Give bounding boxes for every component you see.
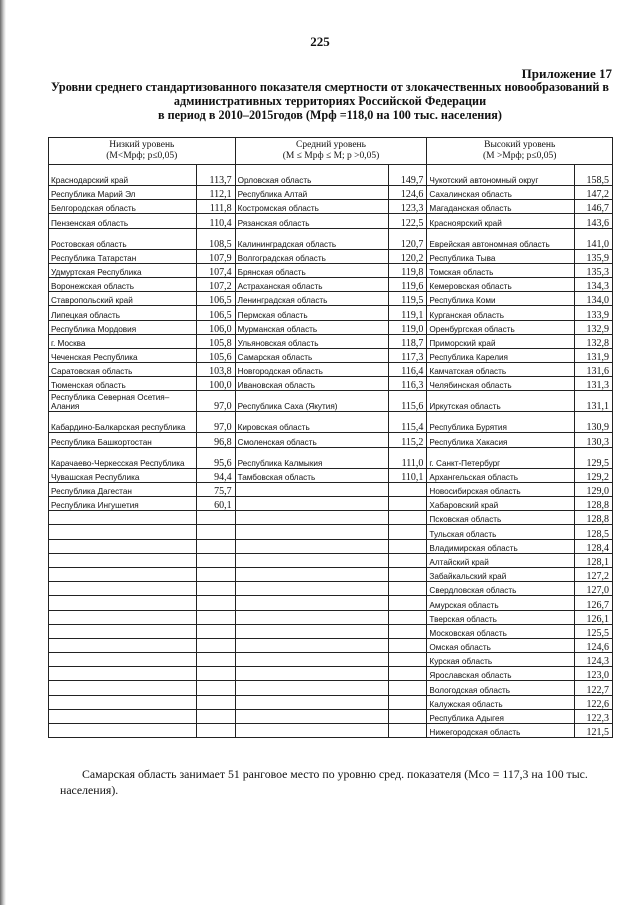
mid-region-cell xyxy=(235,681,389,695)
mid-region-cell: Астраханская область xyxy=(235,277,389,291)
low-value-cell xyxy=(196,724,235,738)
mid-region-cell xyxy=(235,667,389,681)
mid-value-cell: 116,3 xyxy=(389,377,427,391)
high-value-cell: 132,8 xyxy=(575,334,613,348)
high-value-cell: 122,7 xyxy=(575,681,613,695)
mid-value-cell: 110,1 xyxy=(389,468,427,482)
mid-value-cell: 115,2 xyxy=(389,433,427,447)
low-value-cell: 113,7 xyxy=(196,165,235,186)
low-region-cell: Липецкая область xyxy=(49,306,197,320)
low-region-cell xyxy=(49,667,197,681)
high-region-cell: Свердловская область xyxy=(427,582,575,596)
high-value-cell: 122,6 xyxy=(575,695,613,709)
mid-region-cell: Новгородская область xyxy=(235,363,389,377)
table-row xyxy=(49,200,613,214)
high-value-cell: 135,9 xyxy=(575,249,613,263)
mid-region-cell: Рязанская область xyxy=(235,214,389,228)
mid-region-cell xyxy=(235,567,389,581)
high-region-cell: Хабаровский край xyxy=(427,497,575,511)
high-region-cell: Кемеровская область xyxy=(427,277,575,291)
high-value-cell: 129,0 xyxy=(575,482,613,496)
mid-value-cell: 119,5 xyxy=(389,292,427,306)
high-region-cell: Тверская область xyxy=(427,610,575,624)
low-region-cell: Республика Марий Эл xyxy=(49,186,197,200)
mid-value-cell xyxy=(389,638,427,652)
mortality-level-table xyxy=(48,137,613,738)
table-row xyxy=(49,482,613,496)
mid-value-cell: 115,6 xyxy=(389,391,427,412)
mid-value-cell xyxy=(389,497,427,511)
table-row xyxy=(49,377,613,391)
mid-value-cell xyxy=(389,681,427,695)
table-row xyxy=(49,497,613,511)
high-value-cell: 128,8 xyxy=(575,497,613,511)
table-row xyxy=(49,638,613,652)
low-value-cell: 107,4 xyxy=(196,263,235,277)
table-row xyxy=(49,263,613,277)
low-region-cell xyxy=(49,567,197,581)
table-row xyxy=(49,667,613,681)
high-region-cell: Камчатская область xyxy=(427,363,575,377)
mid-region-cell xyxy=(235,709,389,723)
low-value-cell xyxy=(196,681,235,695)
mid-region-cell: Ленинградская область xyxy=(235,292,389,306)
mid-region-cell: Республика Саха (Якутия) xyxy=(235,391,389,412)
mid-region-cell: Кировская область xyxy=(235,412,389,433)
low-region-cell: Белгородская область xyxy=(49,200,197,214)
low-value-cell xyxy=(196,525,235,539)
high-region-cell: Вологодская область xyxy=(427,681,575,695)
appendix-label: Приложение 17 xyxy=(521,66,612,81)
mid-region-cell: Брянская область xyxy=(235,263,389,277)
high-region-cell: Чукотский автономный округ xyxy=(427,165,575,186)
high-value-cell: 131,3 xyxy=(575,377,613,391)
mid-region-cell xyxy=(235,624,389,638)
high-region-cell: Тульская область xyxy=(427,525,575,539)
mid-region-cell: Самарская область xyxy=(235,348,389,362)
low-level-title: Низкий уровень xyxy=(109,140,175,150)
mid-value-cell xyxy=(389,610,427,624)
low-value-cell: 94,4 xyxy=(196,468,235,482)
low-value-cell: 95,6 xyxy=(196,447,235,468)
table-row xyxy=(49,433,613,447)
low-value-cell: 97,0 xyxy=(196,412,235,433)
high-level-title: Высокий уровень xyxy=(484,140,556,150)
table-row xyxy=(49,553,613,567)
low-region-cell xyxy=(49,553,197,567)
mid-region-cell: Волгоградская область xyxy=(235,249,389,263)
mid-region-cell xyxy=(235,610,389,624)
high-region-cell: Иркутская область xyxy=(427,391,575,412)
low-level-header xyxy=(49,138,236,165)
mid-region-cell: Ивановская область xyxy=(235,377,389,391)
low-value-cell: 107,9 xyxy=(196,249,235,263)
table-row xyxy=(49,539,613,553)
mid-value-cell xyxy=(389,653,427,667)
low-region-cell xyxy=(49,511,197,525)
low-value-cell: 106,0 xyxy=(196,320,235,334)
high-region-cell: Нижегородская область xyxy=(427,724,575,738)
low-region-cell xyxy=(49,653,197,667)
mid-region-cell: Тамбовская область xyxy=(235,468,389,482)
high-region-cell: Московская область xyxy=(427,624,575,638)
table-row xyxy=(49,334,613,348)
low-value-cell: 103,8 xyxy=(196,363,235,377)
mid-value-cell xyxy=(389,709,427,723)
mid-region-cell xyxy=(235,482,389,496)
high-region-cell: Республика Адыгея xyxy=(427,709,575,723)
mid-region-cell: Орловская область xyxy=(235,165,389,186)
high-level-header xyxy=(427,138,613,165)
table-row xyxy=(49,511,613,525)
mid-region-cell: Ульяновская область xyxy=(235,334,389,348)
low-value-cell: 97,0 xyxy=(196,391,235,412)
high-region-cell: Алтайский край xyxy=(427,553,575,567)
mid-region-cell xyxy=(235,653,389,667)
table-row xyxy=(49,320,613,334)
high-value-cell: 127,2 xyxy=(575,567,613,581)
high-region-cell: Архангельская область xyxy=(427,468,575,482)
table-row xyxy=(49,681,613,695)
low-region-cell: Республика Дагестан xyxy=(49,482,197,496)
high-value-cell: 131,6 xyxy=(575,363,613,377)
mid-region-cell: Калининградская область xyxy=(235,228,389,249)
mid-value-cell: 119,6 xyxy=(389,277,427,291)
mid-region-cell xyxy=(235,638,389,652)
high-region-cell: Амурская область xyxy=(427,596,575,610)
low-value-cell: 107,2 xyxy=(196,277,235,291)
mid-region-cell xyxy=(235,539,389,553)
low-level-condition: (М<Мрф; р≤0,05) xyxy=(106,151,178,161)
low-region-cell xyxy=(49,539,197,553)
high-region-cell: Приморский край xyxy=(427,334,575,348)
mid-value-cell: 120,7 xyxy=(389,228,427,249)
high-value-cell: 128,4 xyxy=(575,539,613,553)
high-region-cell: Республика Карелия xyxy=(427,348,575,362)
mid-value-cell xyxy=(389,539,427,553)
high-region-cell: Омская область xyxy=(427,638,575,652)
table-row xyxy=(49,525,613,539)
low-region-cell xyxy=(49,596,197,610)
page-number: 225 xyxy=(310,34,330,49)
table-row xyxy=(49,447,613,468)
low-region-cell: Кабардино-Балкарская республика xyxy=(49,412,197,433)
high-value-cell: 122,3 xyxy=(575,709,613,723)
mid-region-cell xyxy=(235,497,389,511)
table-row xyxy=(49,186,613,200)
high-region-cell: Республика Хакасия xyxy=(427,433,575,447)
mid-value-cell xyxy=(389,482,427,496)
low-value-cell: 108,5 xyxy=(196,228,235,249)
table-row xyxy=(49,567,613,581)
mid-region-cell xyxy=(235,525,389,539)
mid-value-cell xyxy=(389,596,427,610)
table-row xyxy=(49,653,613,667)
high-value-cell: 129,5 xyxy=(575,447,613,468)
mid-region-cell xyxy=(235,511,389,525)
low-value-cell xyxy=(196,539,235,553)
low-region-cell: Республика Татарстан xyxy=(49,249,197,263)
mid-value-cell: 117,3 xyxy=(389,348,427,362)
high-value-cell: 130,3 xyxy=(575,433,613,447)
low-value-cell: 112,1 xyxy=(196,186,235,200)
high-level-condition: (М >Мрф; р≤0,05) xyxy=(482,151,557,161)
high-value-cell: 131,1 xyxy=(575,391,613,412)
mid-region-cell: Мурманская область xyxy=(235,320,389,334)
low-region-cell: Республика Мордовия xyxy=(49,320,197,334)
mid-region-cell xyxy=(235,582,389,596)
low-value-cell xyxy=(196,553,235,567)
table-header-row xyxy=(49,138,613,165)
low-region-cell: г. Москва xyxy=(49,334,197,348)
low-region-cell xyxy=(49,681,197,695)
low-value-cell: 75,7 xyxy=(196,482,235,496)
table-row xyxy=(49,292,613,306)
high-value-cell: 129,2 xyxy=(575,468,613,482)
low-value-cell xyxy=(196,695,235,709)
mid-value-cell: 118,7 xyxy=(389,334,427,348)
mid-value-cell xyxy=(389,567,427,581)
mid-value-cell xyxy=(389,624,427,638)
high-region-cell: Псковская область xyxy=(427,511,575,525)
high-region-cell: Курская область xyxy=(427,653,575,667)
scan-left-edge xyxy=(0,0,6,905)
low-value-cell xyxy=(196,567,235,581)
mid-value-cell: 116,4 xyxy=(389,363,427,377)
low-value-cell: 105,6 xyxy=(196,348,235,362)
mid-region-cell: Республика Алтай xyxy=(235,186,389,200)
mid-value-cell xyxy=(389,724,427,738)
table-row xyxy=(49,610,613,624)
mid-value-cell: 122,5 xyxy=(389,214,427,228)
low-region-cell: Чувашская Республика xyxy=(49,468,197,482)
table-row xyxy=(49,468,613,482)
low-region-cell xyxy=(49,724,197,738)
table-row xyxy=(49,624,613,638)
low-value-cell: 111,8 xyxy=(196,200,235,214)
table-row xyxy=(49,277,613,291)
high-value-cell: 121,5 xyxy=(575,724,613,738)
high-value-cell: 128,1 xyxy=(575,553,613,567)
low-region-cell: Республика Ингушетия xyxy=(49,497,197,511)
high-region-cell: Курганская область xyxy=(427,306,575,320)
low-value-cell xyxy=(196,610,235,624)
low-value-cell xyxy=(196,653,235,667)
table-row xyxy=(49,695,613,709)
mid-value-cell: 123,3 xyxy=(389,200,427,214)
mid-region-cell: Смоленская область xyxy=(235,433,389,447)
low-region-cell xyxy=(49,709,197,723)
high-region-cell: Забайкальский край xyxy=(427,567,575,581)
low-region-cell: Пензенская область xyxy=(49,214,197,228)
title-line-3: в период в 2010–2015годов (Мрф =118,0 на 100 тыс. населения) xyxy=(158,108,502,122)
high-value-cell: 133,9 xyxy=(575,306,613,320)
high-region-cell: Оренбургская область xyxy=(427,320,575,334)
table-row xyxy=(49,596,613,610)
low-region-cell: Республика Северная Осетия–Алания xyxy=(49,391,197,412)
mid-value-cell: 119,0 xyxy=(389,320,427,334)
mid-value-cell: 119,1 xyxy=(389,306,427,320)
high-region-cell: Магаданская область xyxy=(427,200,575,214)
high-value-cell: 125,5 xyxy=(575,624,613,638)
high-region-cell: Владимирская область xyxy=(427,539,575,553)
low-value-cell: 110,4 xyxy=(196,214,235,228)
table-row xyxy=(49,228,613,249)
high-region-cell: Сахалинская область xyxy=(427,186,575,200)
high-value-cell: 128,8 xyxy=(575,511,613,525)
low-region-cell: Ставропольский край xyxy=(49,292,197,306)
high-value-cell: 126,7 xyxy=(575,596,613,610)
high-value-cell: 126,1 xyxy=(575,610,613,624)
title-line-2: административных территориях Российской Федерации xyxy=(173,94,487,108)
high-value-cell: 134,0 xyxy=(575,292,613,306)
low-region-cell: Чеченская Республика xyxy=(49,348,197,362)
mid-region-cell: Пермская область xyxy=(235,306,389,320)
low-region-cell: Карачаево-Черкесская Республика xyxy=(49,447,197,468)
mid-value-cell: 124,6 xyxy=(389,186,427,200)
mid-value-cell xyxy=(389,553,427,567)
low-value-cell: 106,5 xyxy=(196,306,235,320)
high-region-cell: Томская область xyxy=(427,263,575,277)
table-row xyxy=(49,363,613,377)
table-row xyxy=(49,582,613,596)
table-row xyxy=(49,249,613,263)
mid-value-cell xyxy=(389,695,427,709)
high-region-cell: Новосибирская область xyxy=(427,482,575,496)
low-value-cell: 60,1 xyxy=(196,497,235,511)
high-value-cell: 130,9 xyxy=(575,412,613,433)
low-region-cell: Воронежская область xyxy=(49,277,197,291)
low-value-cell: 100,0 xyxy=(196,377,235,391)
mid-value-cell xyxy=(389,582,427,596)
mid-level-header xyxy=(235,138,427,165)
low-value-cell xyxy=(196,582,235,596)
low-region-cell xyxy=(49,695,197,709)
low-value-cell xyxy=(196,596,235,610)
low-value-cell xyxy=(196,667,235,681)
low-value-cell xyxy=(196,638,235,652)
table-row xyxy=(49,709,613,723)
low-region-cell: Краснодарский край xyxy=(49,165,197,186)
high-region-cell: г. Санкт-Петербург xyxy=(427,447,575,468)
mid-level-condition: (М ≤ Мрф ≤ М; р >0,05) xyxy=(282,151,380,161)
low-region-cell: Республика Башкортостан xyxy=(49,433,197,447)
mid-region-cell: Республика Калмыкия xyxy=(235,447,389,468)
low-region-cell: Удмуртская Республика xyxy=(49,263,197,277)
low-value-cell xyxy=(196,511,235,525)
high-value-cell: 146,7 xyxy=(575,200,613,214)
low-value-cell xyxy=(196,624,235,638)
low-region-cell xyxy=(49,525,197,539)
table-row xyxy=(49,724,613,738)
low-value-cell: 96,8 xyxy=(196,433,235,447)
table-row xyxy=(49,412,613,433)
low-region-cell xyxy=(49,610,197,624)
footnote: Самарская область занимает 51 ранговое место по уровню сред. показателя (Мсо = 117,3 на 100 тыс. населения). xyxy=(60,767,588,797)
low-value-cell: 105,8 xyxy=(196,334,235,348)
mid-value-cell xyxy=(389,667,427,681)
high-region-cell: Калужская область xyxy=(427,695,575,709)
high-region-cell: Еврейская автономная область xyxy=(427,228,575,249)
table-body xyxy=(49,165,613,738)
mid-value-cell: 119,8 xyxy=(389,263,427,277)
high-value-cell: 124,3 xyxy=(575,653,613,667)
title-line-1: Уровни среднего стандартизованного показателя смертности от злокачественных новообразований в xyxy=(50,80,610,94)
table-row xyxy=(49,165,613,186)
document-title xyxy=(50,80,610,122)
mid-region-cell: Костромская область xyxy=(235,200,389,214)
table-row xyxy=(49,306,613,320)
table-row xyxy=(49,348,613,362)
low-region-cell xyxy=(49,582,197,596)
high-value-cell: 123,0 xyxy=(575,667,613,681)
mid-region-cell xyxy=(235,724,389,738)
low-region-cell xyxy=(49,624,197,638)
mid-value-cell xyxy=(389,511,427,525)
high-value-cell: 127,0 xyxy=(575,582,613,596)
mid-value-cell: 149,7 xyxy=(389,165,427,186)
low-region-cell: Саратовская область xyxy=(49,363,197,377)
low-region-cell xyxy=(49,638,197,652)
high-value-cell: 141,0 xyxy=(575,228,613,249)
high-value-cell: 147,2 xyxy=(575,186,613,200)
low-value-cell xyxy=(196,709,235,723)
mid-region-cell xyxy=(235,553,389,567)
high-value-cell: 131,9 xyxy=(575,348,613,362)
table-row xyxy=(49,214,613,228)
mid-value-cell xyxy=(389,525,427,539)
high-value-cell: 143,6 xyxy=(575,214,613,228)
mid-value-cell: 111,0 xyxy=(389,447,427,468)
high-region-cell: Ярославская область xyxy=(427,667,575,681)
high-region-cell: Республика Коми xyxy=(427,292,575,306)
high-value-cell: 132,9 xyxy=(575,320,613,334)
high-value-cell: 128,5 xyxy=(575,525,613,539)
high-region-cell: Челябинская область xyxy=(427,377,575,391)
high-region-cell: Республика Тыва xyxy=(427,249,575,263)
low-value-cell: 106,5 xyxy=(196,292,235,306)
low-region-cell: Тюменская область xyxy=(49,377,197,391)
high-value-cell: 158,5 xyxy=(575,165,613,186)
high-region-cell: Республика Бурятия xyxy=(427,412,575,433)
mid-value-cell: 115,4 xyxy=(389,412,427,433)
low-region-cell: Ростовская область xyxy=(49,228,197,249)
mid-region-cell xyxy=(235,695,389,709)
high-value-cell: 134,3 xyxy=(575,277,613,291)
mid-value-cell: 120,2 xyxy=(389,249,427,263)
high-value-cell: 135,3 xyxy=(575,263,613,277)
high-region-cell: Красноярский край xyxy=(427,214,575,228)
high-value-cell: 124,6 xyxy=(575,638,613,652)
mid-region-cell xyxy=(235,596,389,610)
table-row xyxy=(49,391,613,412)
mid-level-title: Средний уровень xyxy=(296,140,366,150)
